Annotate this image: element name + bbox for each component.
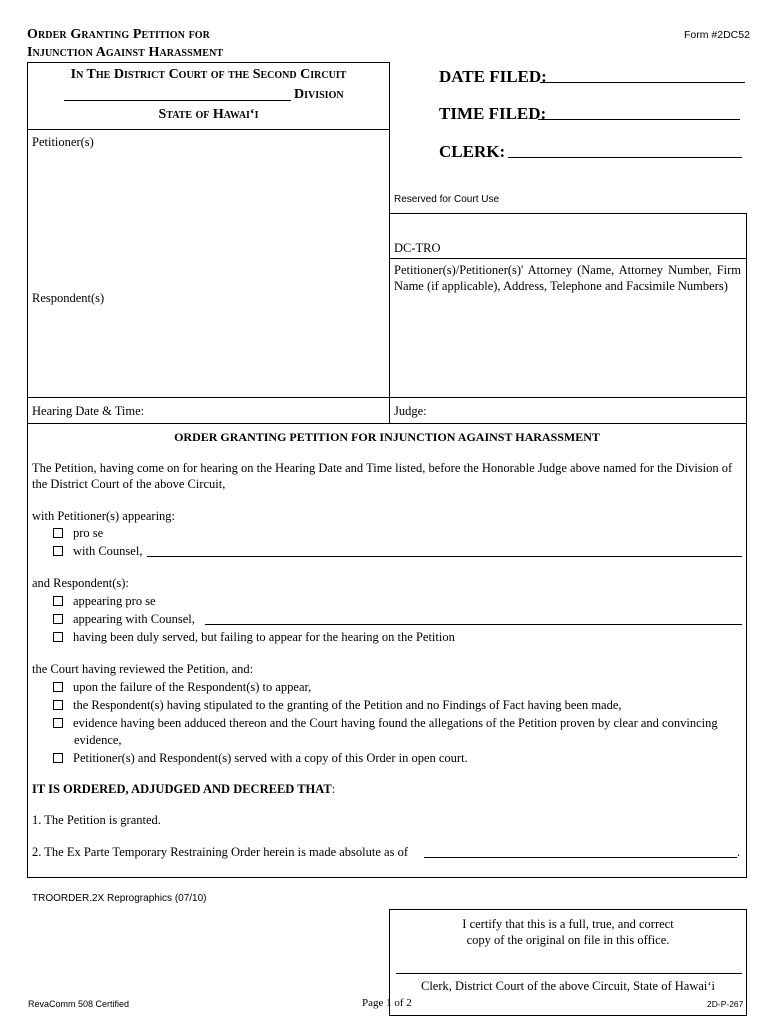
order-item-2: 2. The Ex Parte Temporary Restraining Order herein is made absolute as of [32,845,408,859]
option-evidence-continued: evidence, [74,733,122,747]
option-stipulated[interactable]: the Respondent(s) having stipulated to the granting of the Petition and no Findings of Fact having been made, [53,697,622,713]
option-with-counsel[interactable]: with Counsel, [53,543,142,559]
hearing-row-top [27,397,747,398]
option-served-in-court[interactable]: Petitioner(s) and Respondent(s) served with a copy of this Order in open court. [53,750,468,766]
order-intro: The Petition, having come on for hearing on the Hearing Date and Time listed, before the Honorable Judge above named for the Division of the District Court of the above Circuit, [32,461,733,491]
checkbox[interactable] [53,700,63,710]
date-filed-label: DATE FILED: [439,67,547,86]
checkbox[interactable] [53,546,63,556]
checkbox[interactable] [53,528,63,538]
order-item-2-end: . [737,845,741,859]
reserved-court-use: Reserved for Court Use [394,194,500,205]
revacomm-certified: RevaComm 508 Certified [28,999,130,1009]
attorney-box-top [389,213,747,214]
option-pro-se[interactable]: pro se [53,525,103,541]
option-failure-to-appear[interactable]: upon the failure of the Respondent(s) to appear, [53,679,311,695]
right-border [746,213,747,424]
court-reviewed-label: the Court having reviewed the Petition, and: [32,662,254,676]
option-evidence-adduced[interactable]: evidence having been adduced thereon and the Court having found the allegations of the Petition proven by clear and convincing [53,715,718,731]
form-code-2d: 2D-P-267 [707,999,744,1009]
petitioner-counsel-line[interactable] [147,556,742,557]
court-name: In The District Court of the Second Circuit [70,67,347,82]
hearing-date-label: Hearing Date & Time: [32,404,145,418]
left-border [27,130,28,424]
form-number: Form #2DC52 [684,29,750,41]
checkbox[interactable] [53,718,63,728]
checkbox[interactable] [53,682,63,692]
petitioners-label: Petitioner(s) [32,135,94,149]
checkbox[interactable] [53,596,63,606]
clerk-signature-label: Clerk, District Court of the above Circuit, State of Hawai‘i [420,979,716,993]
petitioners-appearing-label: with Petitioner(s) appearing: [32,509,176,523]
option-failed-to-appear[interactable]: having been duly served, but failing to appear for the hearing on the Petition [53,629,455,645]
division-line[interactable] [64,100,291,101]
time-filed-line[interactable] [538,119,740,120]
checkbox[interactable] [53,632,63,642]
attorney-info-label: Petitioner(s)/Petitioner(s)' Attorney (Name, Attorney Number, Firm Name (if applicable), Address, Telephone and Facsimile Numbers) [394,263,741,293]
absolute-date-line[interactable] [424,857,737,858]
clerk-label: CLERK: [439,142,506,161]
clerk-signature-line[interactable] [396,973,742,974]
certify-line1: I certify that this is a full, true, and correct [462,917,674,931]
respondents-section-label: and Respondent(s): [32,576,129,590]
judge-label: Judge: [394,404,427,418]
form-title-line2: Injunction Against Harassment [27,45,224,60]
date-filed-line[interactable] [540,82,745,83]
certify-line2: copy of the original on file in this office. [466,933,670,947]
dc-tro-divider [389,258,747,259]
order-item-1: 1. The Petition is granted. [32,813,161,827]
checkbox[interactable] [53,614,63,624]
middle-border [389,130,390,424]
form-code: TROORDER.2X Reprographics (07/10) [32,893,207,904]
order-heading: ORDER GRANTING PETITION FOR INJUNCTION AGAINST HARASSMENT [174,430,600,444]
clerk-line[interactable] [508,157,742,158]
form-title-line1: Order Granting Petition for [27,27,210,42]
case-type: DC-TRO [394,241,441,255]
page-number: Page 1 of 2 [362,997,412,1009]
respondents-label: Respondent(s) [32,291,105,305]
state-label: State of Hawai‘i [158,107,259,122]
division-label: Division [294,87,344,102]
checkbox[interactable] [53,753,63,763]
time-filed-label: TIME FILED: [439,104,547,123]
option-appearing-pro-se[interactable]: appearing pro se [53,593,156,609]
ordered-heading: IT IS ORDERED, ADJUDGED AND DECREED THAT: [32,782,336,796]
respondent-counsel-line[interactable] [205,624,742,625]
option-appearing-with-counsel[interactable]: appearing with Counsel, [53,611,195,627]
